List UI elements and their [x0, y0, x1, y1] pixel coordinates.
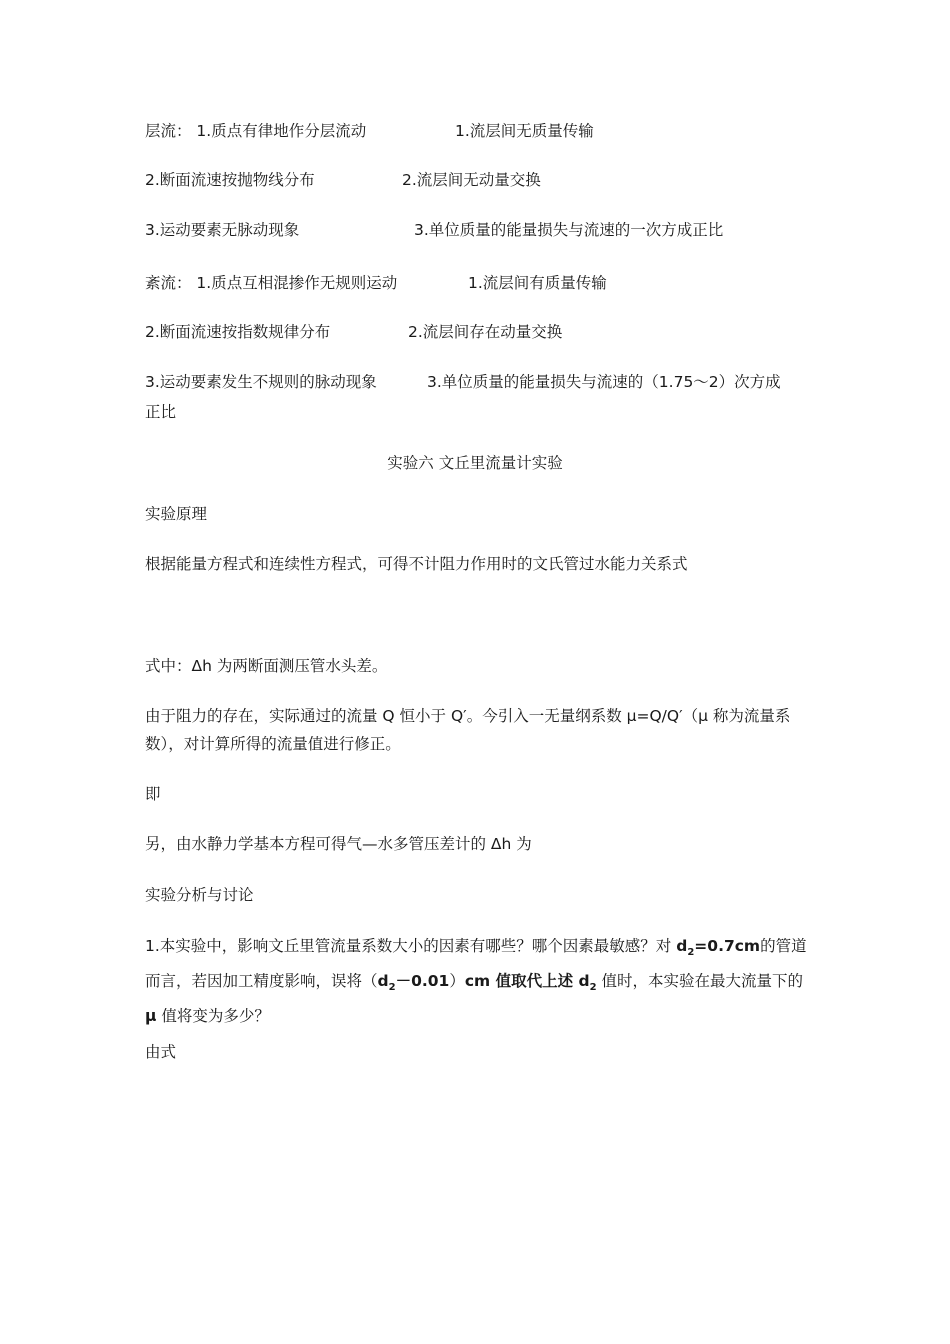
d2-symbol	[676, 937, 761, 958]
subscript-2: 2	[687, 947, 695, 958]
turbulent-property-3-continued: 正比	[145, 403, 177, 421]
turbulent-property-2: 2.流层间存在动量交换	[408, 323, 563, 341]
q1-text-b: 的管道而言，若因加工精度影响，误将（	[145, 937, 807, 990]
laminar-feature-2: 2.断面流速按抛物线分布	[145, 171, 315, 189]
d2-minus-symbol	[377, 972, 450, 993]
d-letter: d	[676, 937, 688, 955]
laminar-feature-1: 层流： 1.质点有律地作分层流动	[145, 122, 367, 140]
q1-text-d: 值时，本实验在最大流量下的	[596, 972, 804, 990]
youshi-text: 由式	[145, 1043, 177, 1061]
d2-symbol	[578, 972, 597, 993]
q1-text-e: 值将变为多少？	[156, 1007, 270, 1025]
turbulent-property-1: 1.流层间有质量传输	[468, 274, 607, 292]
turbulent-feature-3: 3.运动要素发生不规则的脉动现象	[145, 373, 377, 391]
q1-text-c: cm 值取代上述	[464, 972, 579, 990]
where-text: 式中：Δh 为两断面测压管水头差。	[145, 657, 388, 675]
laminar-property-2: 2.流层间无动量交换	[402, 171, 541, 189]
laminar-property-1: 1.流层间无质量传输	[455, 122, 594, 140]
mu-symbol: μ	[145, 1007, 157, 1025]
laminar-property-3: 3.单位质量的能量损失与流速的一次方成正比	[414, 221, 724, 239]
principle-text: 根据能量方程式和连续性方程式，可得不计阻力作用时的文氏管过水能力关系式	[145, 555, 688, 573]
ji-text: 即	[145, 785, 161, 803]
subscript-2: 2	[589, 982, 597, 993]
laminar-line-1	[145, 121, 366, 141]
close-paren: ）	[449, 972, 465, 990]
q1-cm-text	[465, 972, 579, 990]
subscript-2: 2	[388, 982, 396, 993]
d-letter: d	[578, 972, 590, 990]
turbulent-property-3: 3.单位质量的能量损失与流速的（1.75～2）次方成	[427, 373, 781, 391]
another-text: 另，由水静力学基本方程可得气—水多管压差计的 Δh 为	[145, 835, 532, 853]
turbulent-feature-1: 紊流： 1.质点互相混掺作无规则运动	[145, 274, 398, 292]
resistance-paragraph: 由于阻力的存在，实际通过的流量 Q 恒小于 Q′。今引入一无量纲系数 μ=Q/Q′（μ 称为流量系数），对计算所得的流量值进行修正。	[145, 707, 791, 753]
turbulent-feature-2: 2.断面流速按指数规律分布	[145, 323, 331, 341]
d2-value: =0.7cm	[694, 937, 761, 955]
laminar-feature-3: 3.运动要素无脉动现象	[145, 221, 300, 239]
q1-text-a: 1.本实验中，影响文丘里管流量系数大小的因素有哪些？哪个因素最敏感？对	[145, 937, 677, 955]
principle-heading: 实验原理	[145, 505, 208, 523]
minus-value: －0.01	[395, 972, 450, 990]
d-letter: d	[377, 972, 389, 990]
analysis-heading: 实验分析与讨论	[145, 886, 254, 904]
question-1-paragraph	[145, 932, 810, 1031]
section-title: 实验六 文丘里流量计实验	[387, 454, 563, 472]
